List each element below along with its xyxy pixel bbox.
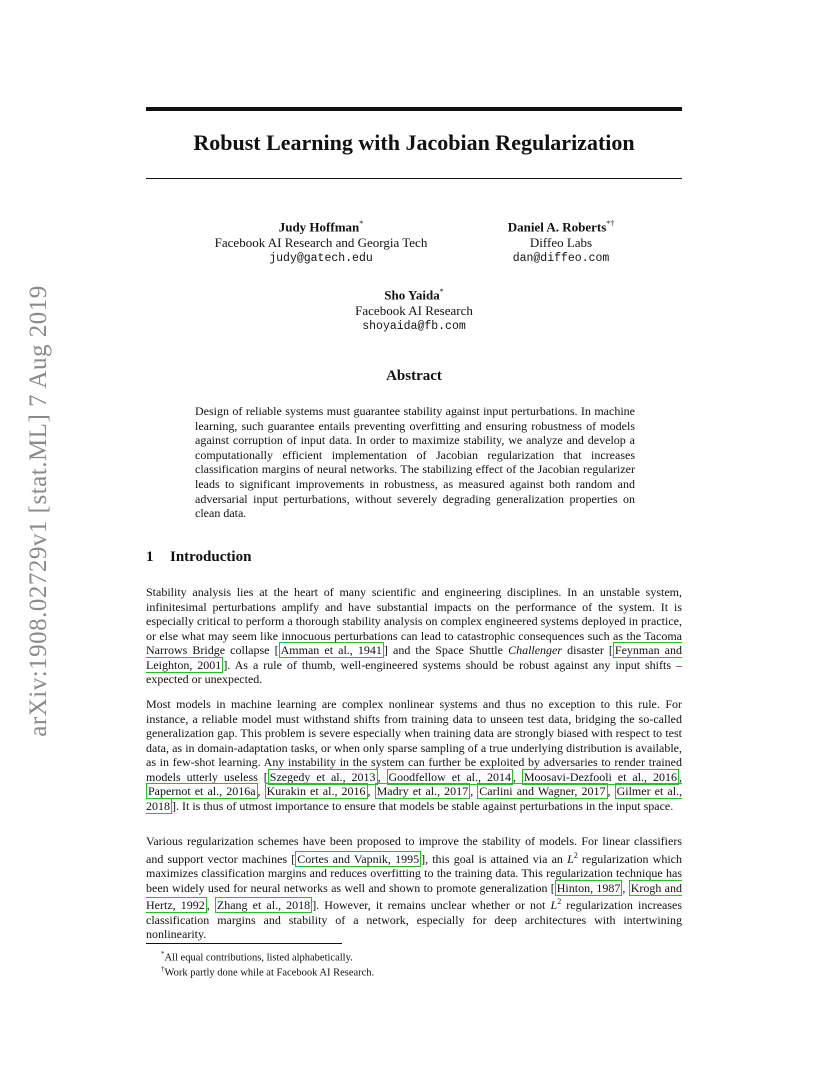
text-run: ] and the Space Shuttle <box>383 643 509 657</box>
citation-link[interactable]: Hinton, 1987 <box>556 880 621 895</box>
author-block-roberts <box>486 216 636 267</box>
citation-link[interactable]: Carlini and Wagner, 2017 <box>479 784 606 798</box>
footnote-2 <box>161 963 374 980</box>
author-mark: * <box>439 287 444 296</box>
text-run: ]. As a rule of thumb, well-engineered systems should be robust against any input shifts – expected or unexpected. <box>146 657 682 686</box>
arxiv-identifier-text: arXiv:1908.02729v1 [stat.ML] 7 Aug 2019 <box>25 284 52 737</box>
text-run: ]. However, it remains unclear whether or not <box>312 898 551 912</box>
intro-paragraph-1 <box>146 585 682 687</box>
citation-link[interactable]: Madry et al., 2017 <box>376 784 469 798</box>
abstract-heading: Abstract <box>386 368 442 384</box>
text-run: ]. It is thus of utmost importance to ensure that models be stable against perturbations in the input space. <box>172 798 674 813</box>
citation-link[interactable]: Krogh and Hertz, 1992 <box>146 880 682 912</box>
author-affiliation: Facebook AI Research and Georgia Tech <box>214 235 428 251</box>
math-superscript: 2 <box>557 897 562 906</box>
author-mark: *† <box>606 219 615 228</box>
citation-link[interactable]: Goodfellow et al., 2014 <box>388 769 511 784</box>
footnote-text: Work partly done while at Facebook AI Research. <box>164 967 375 979</box>
text-run: Stability analysis lies at the heart of many scientific and engineering disciplines. In an unstable system, infinitesimal perturbations amplify and have substantial impacts on the performance of the system. It is especially critical to perform a thorough stability analysis on complex engineered systems deployed in practice, or else what may seem like innocuous perturbations can lead to catastrophic consequences such as the Tacoma Narrows Bridge collapse [ <box>146 585 682 657</box>
text-run: regularization which maximizes classification margins and reduces overfitting to the training data. This regularization technique has been widely used for neural networks as well and shown to promote generalization [ <box>146 851 682 895</box>
footnote-mark: * <box>161 950 165 958</box>
math-superscript: 2 <box>573 850 578 860</box>
footnote-mark: † <box>161 965 165 973</box>
author-email: judy@gatech.edu <box>269 252 373 266</box>
footnote-rule <box>146 943 342 944</box>
author-block-hoffman <box>196 216 446 267</box>
math-symbol: L <box>567 851 574 866</box>
author-email: shoyaida@fb.com <box>362 320 466 334</box>
citation-link[interactable]: Cortes and Vapnik, 1995 <box>297 851 420 866</box>
citation-link[interactable]: Amman et al., 1941 <box>280 643 382 657</box>
author-affiliation: Diffeo Labs <box>529 235 593 251</box>
citation-link[interactable]: Papernot et al., 2016a <box>148 784 256 798</box>
math-symbol: L <box>550 898 558 912</box>
text-run: Most models in machine learning are complex nonlinear systems and thus no exception to this rule. For instance, a reliable model must withstand shifts from training data to unseen test data, bridging the so-called generalization gap. This problem is severe especially when training data are strongly biased with respect to test data, as in domain-adaptation tasks, or when only sparse sampling of a true underlying distribution is available, as in few-shot learning. Any instability in the system can further be exploited by adversaries to render trained models utterly useless [ <box>146 697 682 784</box>
citation-link[interactable]: Moosavi-Dezfooli et al., 2016 <box>523 769 677 784</box>
title-rule-top <box>146 107 682 111</box>
citation-link[interactable]: Kurakin et al., 2016 <box>266 784 366 798</box>
author-email: dan@diffeo.com <box>512 252 610 266</box>
footnote-text: All equal contributions, listed alphabetically. <box>164 952 353 964</box>
text-run: regularization increases classification margins and stability of a network, especially for deep architectures with intertwining nonlinearity. <box>146 898 683 941</box>
citation-link[interactable]: Feynman and Leighton, 2001 <box>146 643 683 672</box>
paper-title: Robust Learning with Jacobian Regularization <box>193 130 635 155</box>
citation-link[interactable]: Zhang et al., 2018 <box>216 898 311 912</box>
author-mark: * <box>359 219 364 228</box>
author-affiliation: Facebook AI Research <box>355 303 473 319</box>
text-run: ], this goal is attained via an <box>421 851 568 866</box>
text-run: Various regularization schemes have been proposed to improve the stability of models. For linear classifiers and support vector machines [ <box>146 834 682 866</box>
author-name: Daniel A. Roberts <box>507 219 607 235</box>
italic-text: Challenger <box>508 643 563 657</box>
arxiv-identifier <box>22 283 56 738</box>
section-heading-introduction <box>146 549 251 566</box>
author-name: Judy Hoffman <box>278 219 360 235</box>
section-title: Introduction <box>170 549 252 565</box>
abstract-text: Design of reliable systems must guarantee stability against input perturbations. In machine learning, such guarantee entails preventing overfitting and ensuring robustness of models against corruption of input data. In order to maximize stability, we analyze and develop a computationally efficient implementation of Jacobian regularization that increases classification margins of neural networks. The stabilizing effect of the Jacobian regularizer leads to significant improvements in robustness, as measured against both random and adversarial input perturbations, without severely degrading generalization properties on clean data. <box>195 404 635 521</box>
intro-paragraph-2: Most models in machine learning are complex nonlinear systems and thus no exception to this rule. For instance, a reliable model must withstand shifts from training data to unseen test data, bridging the so-called generalization gap. This problem is severe especially when training data are strongly biased with respect to test data, as in domain-adaptation tasks, or when only sparse sampling of a true underlying distribution is available, as in few-shot learning. Any instability in the system can further be exploited by adversaries to render trained models utterly useless [ Szegedy et al., 2013 , Goodfellow et al., 2014 , Moosavi-Dezfooli et al., 2016 , Papernot et al., 2016a , Kurakin et al., 2016 , Madry et al., 2017 , Carlini and Wagner, 2017 , Gilmer et al., 2018 ]. It is thus of utmost importance to ensure that models be stable against perturbations in the input space. <box>146 697 683 813</box>
text-run: disaster [ <box>562 643 613 657</box>
citation-link[interactable]: Szegedy et al., 2013 <box>269 769 376 784</box>
intro-paragraph-3: Various regularization schemes have been proposed to improve the stability of models. For linear classifiers and support vector machines [ Cortes and Vapnik, 1995 ], this goal is attained via an $L^2$ regularization which maximizes classification margins and reduces overfitting to the training data. This regularization technique has been widely used for neural networks as well and shown to promote generalization [ Hinton, 1987 , Krogh and Hertz, 1992 , Zhang et al., 2018 ]. However, it remains unclear whether or not $L^2$ regularization increases classification margins and stability of a network, especially for deep architectures with intertwining nonlinearity. <box>146 834 683 941</box>
citation-link[interactable]: Gilmer et al., 2018 <box>146 784 683 813</box>
author-block-yaida <box>314 284 514 335</box>
title-rule-bottom <box>146 178 682 179</box>
author-name: Sho Yaida <box>384 287 440 303</box>
section-number: 1 <box>146 549 154 565</box>
